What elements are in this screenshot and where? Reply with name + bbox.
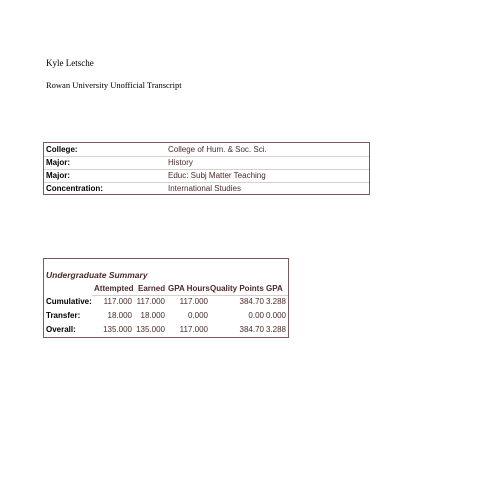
summary-row-cumulative [44,295,288,309]
quality-points-value: 384.70 [239,325,264,334]
program-label: Major: [46,158,70,167]
program-row-college [44,143,369,156]
earned-value: 117.000 [136,297,165,306]
gpa-value: 3.288 [265,297,286,306]
summary-row-transfer [44,309,288,323]
document-subtitle: Rowan University Unofficial Transcript [46,80,182,90]
summary-title: Undergraduate Summary [46,270,148,280]
summary-row-label: Cumulative: [46,297,92,306]
column-header-gpa: GPA [266,284,283,293]
gpa-hours-value: 0.000 [187,311,208,320]
program-label: Concentration: [46,184,103,193]
undergraduate-summary-box [43,258,289,338]
summary-row-overall [44,323,288,337]
attempted-value: 18.000 [107,311,132,320]
earned-value: 135.000 [136,325,165,334]
column-header-attempted: Attempted [94,284,134,293]
summary-row-label: Overall: [46,325,76,334]
program-info-box [43,142,370,195]
program-value: International Studies [168,184,241,193]
student-name: Kyle Letsche [46,58,94,68]
program-row-concentration [44,182,369,195]
summary-row-label: Transfer: [46,311,81,320]
program-row-major-2 [44,169,369,182]
program-value: College of Hum. & Soc. Sci. [168,145,267,154]
gpa-hours-value: 117.000 [179,325,208,334]
earned-value: 18.000 [140,311,165,320]
column-header-earned: Earned [138,284,166,293]
program-label: Major: [46,171,70,180]
quality-points-value: 384.70 [239,297,264,306]
gpa-value: 0.000 [265,311,286,320]
attempted-value: 117.000 [103,297,132,306]
quality-points-value: 0.00 [248,311,264,320]
attempted-value: 135.000 [103,325,132,334]
column-header-gpa-hours: GPA Hours [168,284,210,293]
column-header-quality-points: Quality Points [210,284,264,293]
program-row-major [44,156,369,169]
program-value: Educ: Subj Matter Teaching [168,171,266,180]
program-value: History [168,158,193,167]
gpa-hours-value: 117.000 [179,297,208,306]
program-label: College: [46,145,78,154]
gpa-value: 3.288 [265,325,286,334]
